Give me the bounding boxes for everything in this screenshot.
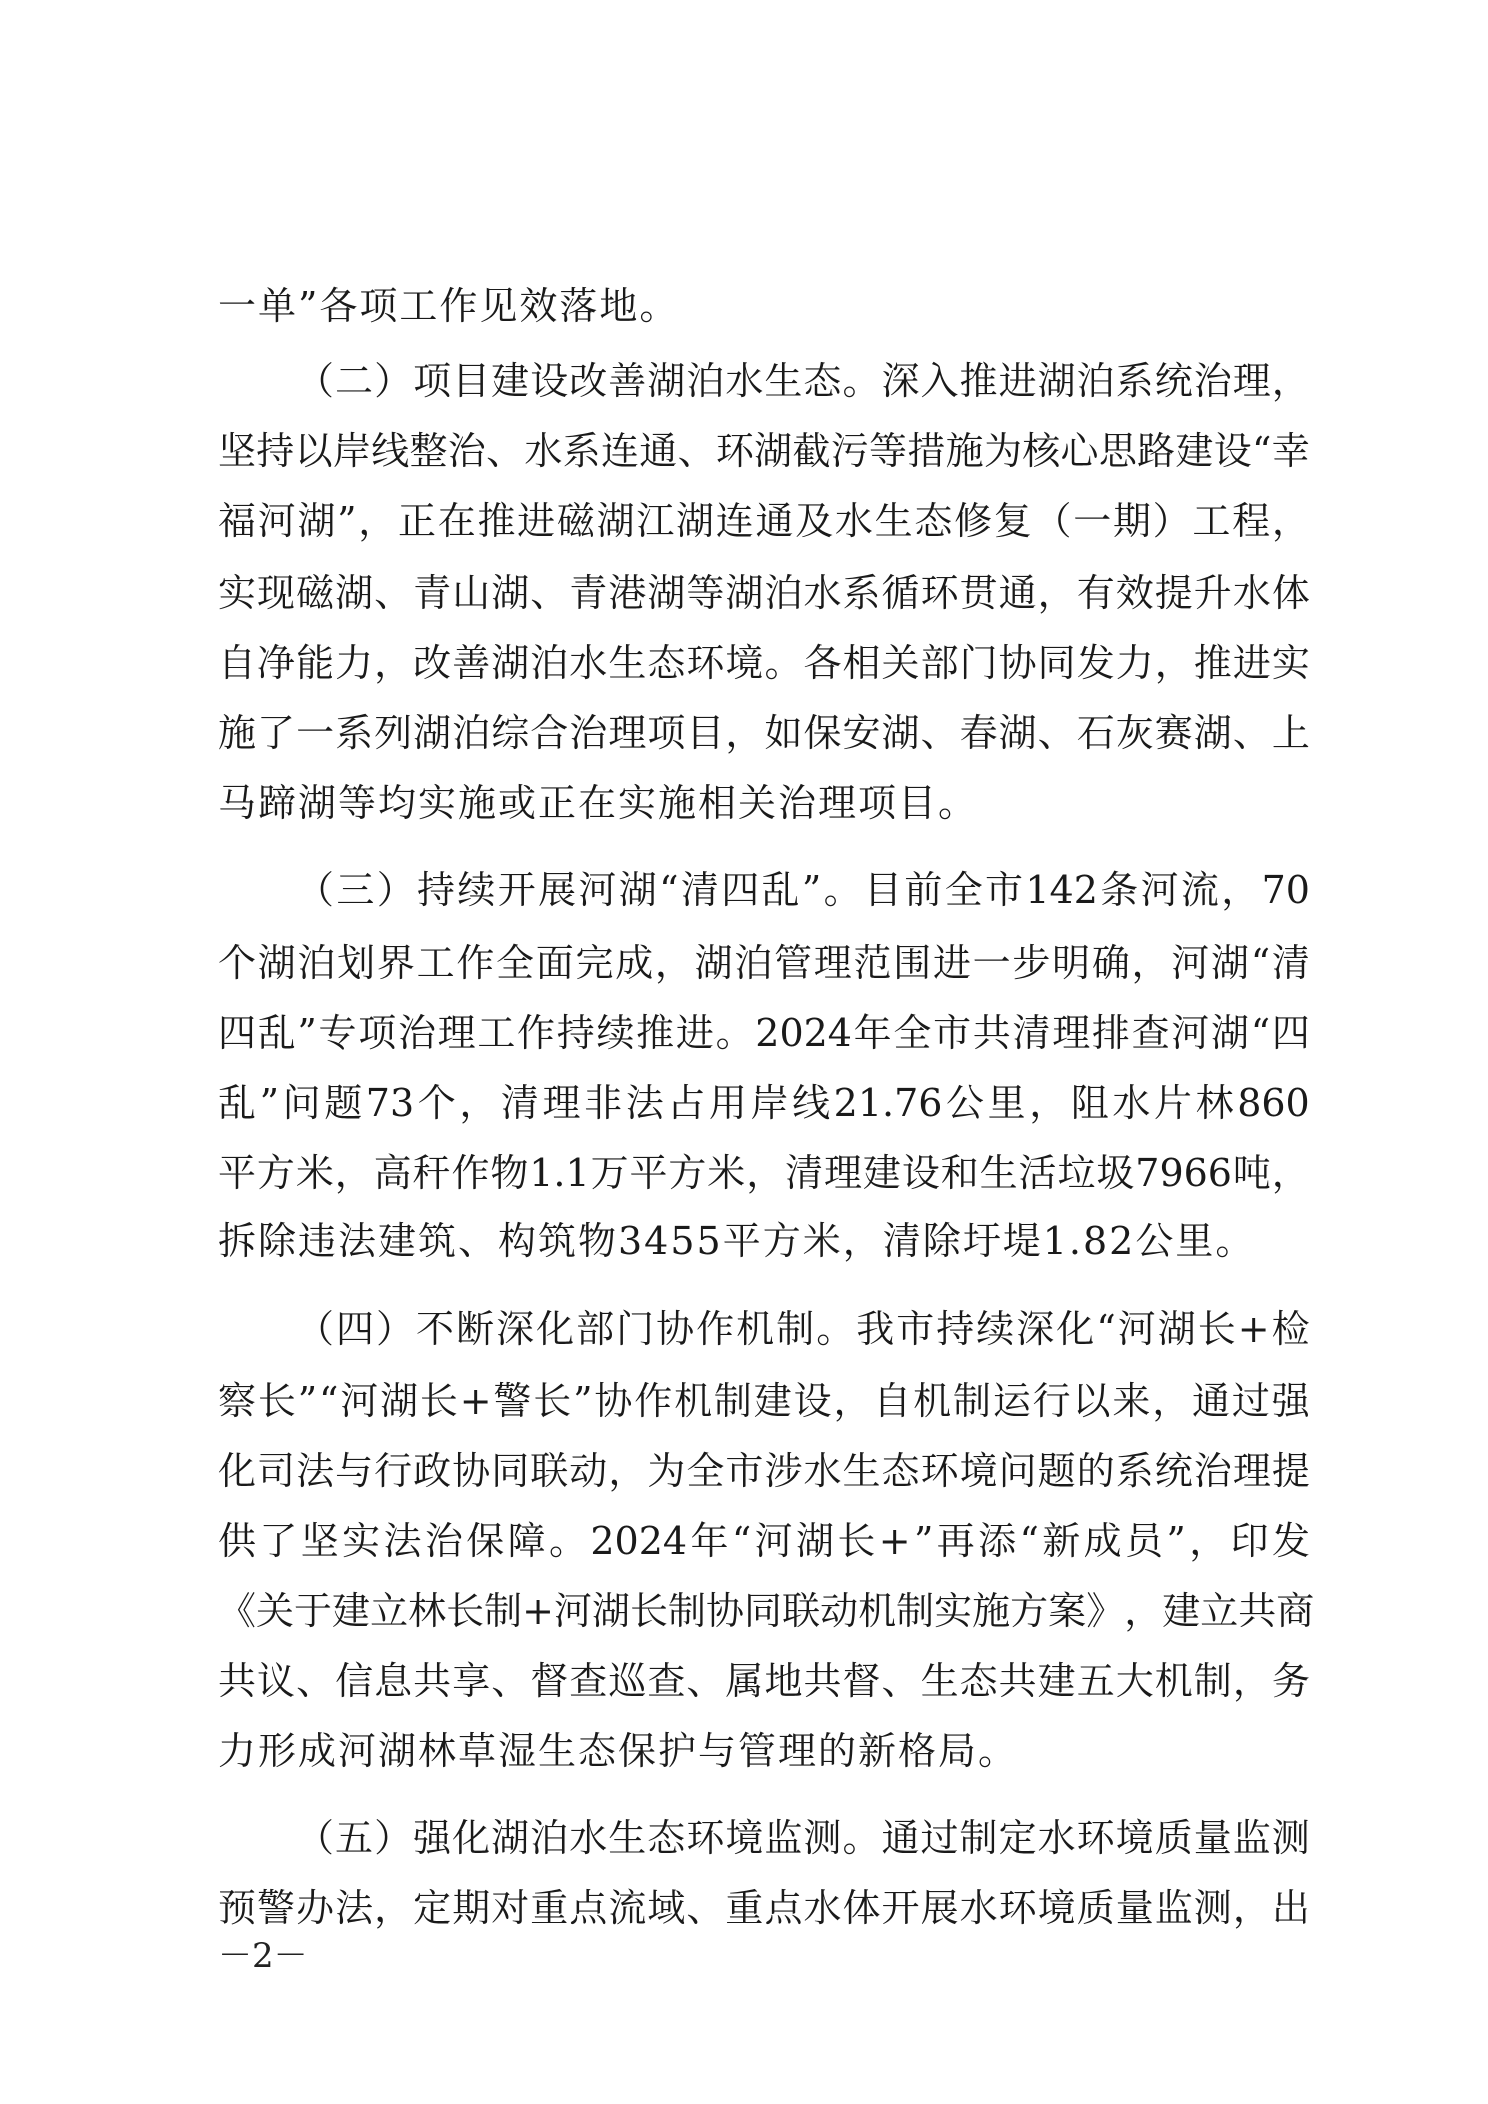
text-line: 坚 持 以 岸 线 整 治 、 水 系 连 通 、 环 湖 截 污 等 措 施 为 核 心 思 路 建 设 “ 幸 — [218, 429, 1310, 473]
text-line: 个 湖 泊 划 界 工 作 全 面 完 成 ， 湖 泊 管 理 范 围 进 一 步 明 确 ， 河 湖 “ 清 — [218, 941, 1310, 985]
text-line: （ 三 ） 持 续 开 展 河 湖 “ 清 四 乱 ” 。 目 前 全 市 142 条 河 流 ， 70 — [296, 868, 1310, 912]
text-line: 四 乱 ” 专 项 治 理 工 作 持 续 推 进 。 2024 年 全 市 共 清 理 排 查 河 湖 “ 四 — [218, 1011, 1310, 1055]
text-line: 施 了 一 系 列 湖 泊 综 合 治 理 项 目 ， 如 保 安 湖 、 春 湖 、 石 灰 赛 湖 、 上 — [218, 711, 1310, 755]
text-line: 拆除违法建筑、构筑物3455平方米，清除圩堤1.82公里。 — [218, 1219, 1256, 1263]
text-line: 一单”各项工作见效落地。 — [218, 284, 680, 328]
text-line: 平 方 米 ， 高 秆 作 物 1.1 万 平 方 米 ， 清 理 建 设 和 生 活 垃 圾 7966 吨 ， — [218, 1151, 1310, 1195]
text-line: 《 关 于 建 立 林 长 制 + 河 湖 长 制 协 同 联 动 机 制 实 施 方 案 》 ， 建 立 共 商 — [218, 1589, 1315, 1633]
text-line: 力形成河湖林草湿生态保护与管理的新格局。 — [218, 1729, 1019, 1773]
text-line: 察 长 ” “ 河 湖 长 + 警 长 ” 协 作 机 制 建 设 ， 自 机 制 运 行 以 来 ， 通 过 强 — [218, 1379, 1310, 1423]
text-line: 预 警 办 法 ， 定 期 对 重 点 流 域 、 重 点 水 体 开 展 水 环 境 质 量 监 测 ， 出 — [218, 1886, 1310, 1930]
text-line: 共 议 、 信 息 共 享 、 督 查 巡 查 、 属 地 共 督 、 生 态 共 建 五 大 机 制 ， 务 — [218, 1659, 1310, 1703]
text-line: （ 五 ） 强 化 湖 泊 水 生 态 环 境 监 测 。 通 过 制 定 水 环 境 质 量 监 测 — [296, 1816, 1310, 1860]
text-line: 实 现 磁 湖 、 青 山 湖 、 青 港 湖 等 湖 泊 水 系 循 环 贯 通 ， 有 效 提 升 水 体 — [218, 571, 1310, 615]
text-line: 化 司 法 与 行 政 协 同 联 动 ， 为 全 市 涉 水 生 态 环 境 问 题 的 系 统 治 理 提 — [218, 1449, 1310, 1493]
text-line: （ 二 ） 项 目 建 设 改 善 湖 泊 水 生 态 。 深 入 推 进 湖 泊 系 统 治 理 ， — [296, 359, 1310, 403]
text-line: 福 河 湖 ” ， 正 在 推 进 磁 湖 江 湖 连 通 及 水 生 态 修 复 （ 一 期 ） 工 程 ， — [218, 499, 1310, 543]
page-number: －2－ — [218, 1936, 308, 1976]
text-line: 乱 ” 问 题 73 个 ， 清 理 非 法 占 用 岸 线 21.76 公 里 ， 阻 水 片 林 860 — [218, 1081, 1310, 1125]
text-line: 自 净 能 力 ， 改 善 湖 泊 水 生 态 环 境 。 各 相 关 部 门 协 同 发 力 ， 推 进 实 — [218, 641, 1310, 685]
text-line: 马蹄湖等均实施或正在实施相关治理项目。 — [218, 781, 979, 825]
text-line: （ 四 ） 不 断 深 化 部 门 协 作 机 制 。 我 市 持 续 深 化 “ 河 湖 长 + 检 — [296, 1307, 1310, 1351]
text-line: 供 了 坚 实 法 治 保 障 。 2024 年 “ 河 湖 长 + ” 再 添 “ 新 成 员 ” ， 印 发 — [218, 1519, 1310, 1563]
